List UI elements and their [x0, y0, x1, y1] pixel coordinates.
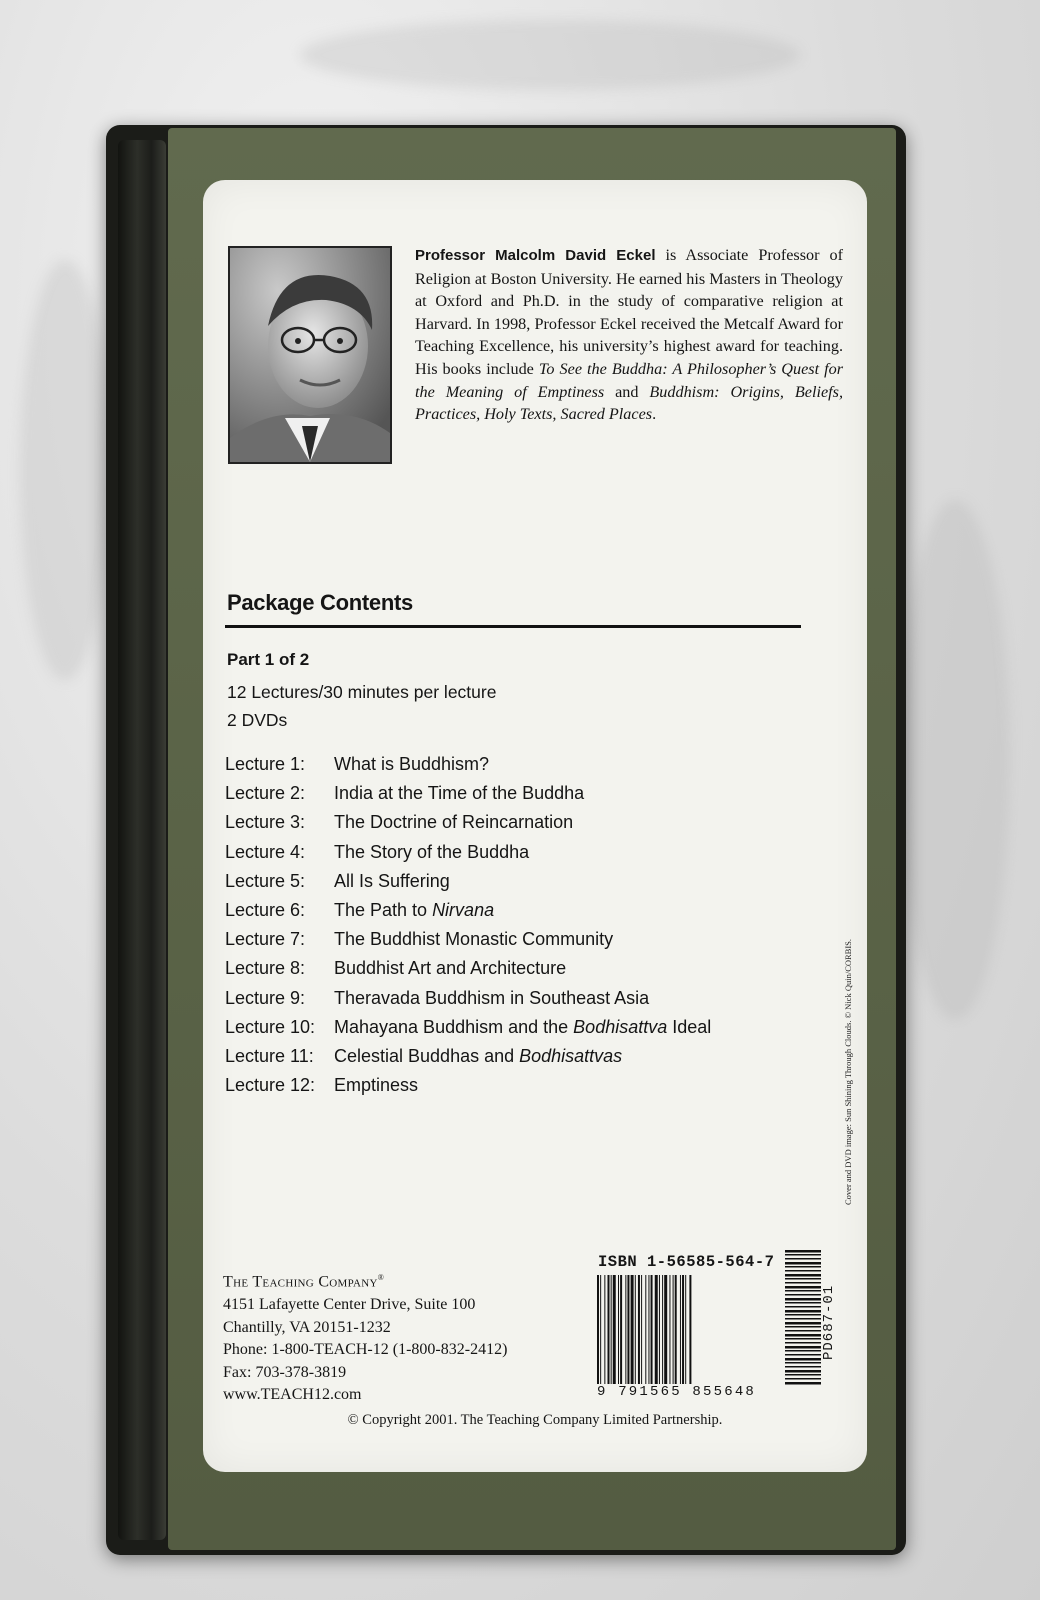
- list-item: [225, 929, 825, 958]
- lecture-number: Lecture 2:: [225, 783, 306, 804]
- back-cover-card: [203, 180, 867, 1472]
- barcode-bar: [689, 1275, 691, 1387]
- barcode-bar: [785, 1378, 821, 1380]
- barcode-bar: [785, 1318, 821, 1320]
- list-item: [225, 783, 825, 812]
- cloth-fold: [900, 500, 1010, 1020]
- lecture-number: Lecture 9:: [225, 987, 306, 1008]
- barcode-bar: [785, 1322, 821, 1325]
- barcode-bar: [785, 1366, 821, 1368]
- barcode-bar: [662, 1275, 663, 1387]
- barcode-bar: [669, 1275, 670, 1387]
- list-item: [225, 1075, 825, 1104]
- lecture-title: Mahayana Buddhism and the: [334, 1016, 574, 1037]
- barcode-bar: [664, 1275, 667, 1387]
- barcode-bar: [785, 1290, 821, 1292]
- barcode-bar: [785, 1306, 821, 1308]
- lecture-title: What is Buddhism?: [334, 754, 490, 774]
- barcode-bar: [785, 1310, 821, 1313]
- barcode-bar: [785, 1250, 821, 1253]
- professor-photo: [228, 246, 392, 464]
- list-item: [225, 1017, 825, 1046]
- lecture-number: Lecture 5:: [225, 870, 306, 891]
- barcode-bar: [655, 1275, 658, 1387]
- heading-divider: [225, 625, 801, 628]
- lecture-number: Lecture 3:: [225, 812, 306, 833]
- lecture-number: Lecture 11:: [225, 1045, 314, 1066]
- barcode-bar: [641, 1275, 642, 1387]
- lecture-number: Lecture 12:: [225, 1075, 316, 1096]
- lecture-number: Lecture 8:: [225, 958, 306, 979]
- list-item: [225, 900, 825, 929]
- barcode-bar: [611, 1275, 612, 1387]
- lecture-number: Lecture 7:: [225, 929, 306, 950]
- registered-mark: ®: [377, 1273, 384, 1282]
- lecture-title: India at the Time of the Buddha: [334, 783, 585, 804]
- barcode-bar: [659, 1275, 660, 1387]
- lecture-list: [225, 754, 825, 1104]
- list-item: [225, 958, 825, 987]
- package-contents-heading: Package Contents: [227, 590, 413, 615]
- lecture-title-suffix: Ideal: [667, 1016, 712, 1037]
- image-credit: Cover and DVD image: Sun Shining Through Clouds. © Nick Quin/CORBIS.: [843, 938, 853, 1205]
- barcode-bar: [785, 1374, 821, 1376]
- barcode-bar: [785, 1274, 821, 1277]
- barcode-bar: [785, 1314, 821, 1316]
- barcode-bar: [785, 1298, 821, 1301]
- barcode-bar: [785, 1258, 821, 1260]
- barcode-bar: [620, 1275, 622, 1387]
- dvd-count: 2 DVDs: [227, 710, 288, 730]
- barcode-digits: 9 791565 855648: [597, 1384, 757, 1400]
- lecture-title-italic: Bodhisattvas: [519, 1045, 623, 1066]
- list-item: [225, 988, 825, 1017]
- isbn-label: ISBN 1-56585-564-7: [598, 1253, 775, 1271]
- barcode-bar: [785, 1334, 821, 1337]
- barcode-bar: [613, 1275, 616, 1387]
- barcode-bar: [608, 1275, 610, 1387]
- barcode-bar: [600, 1275, 601, 1387]
- barcode-bar: [785, 1358, 821, 1361]
- barcode-bar: [785, 1354, 821, 1356]
- barcode-bar: [785, 1382, 821, 1385]
- barcode-bar: [685, 1275, 686, 1387]
- barcode-bar: [785, 1342, 821, 1344]
- bio-text: and: [604, 382, 650, 401]
- part-label: Part 1 of 2: [227, 650, 310, 669]
- barcode-bar: [618, 1275, 619, 1387]
- cloth-fold: [20, 260, 110, 680]
- lecture-number: Lecture 1:: [225, 754, 306, 774]
- list-item: [225, 842, 825, 871]
- barcode-bar: [638, 1275, 640, 1387]
- barcode-bar: [785, 1254, 821, 1256]
- isbn-barcode: [595, 1275, 767, 1387]
- barcode-bar: [785, 1302, 821, 1304]
- bio-text: is Associate Professor of Religion at Boston University. He earned his Masters in Theology at Oxford and Ph.D. in the study of comparative religion at Harvard. In 1998, Professor Eckel received the Metcalf Award for Teaching Excellence, his university’s highest award for teaching. His books include: [415, 246, 843, 378]
- barcode-bar: [785, 1286, 821, 1289]
- barcode-bar: [785, 1266, 821, 1268]
- phone-line: Phone: 1-800-TEACH-12 (1-800-832-2412): [223, 1341, 508, 1359]
- barcode-bar: [651, 1275, 653, 1387]
- lecture-title: Emptiness: [334, 1075, 419, 1096]
- lecture-title: Celestial Buddhas and: [334, 1045, 520, 1066]
- lecture-number: Lecture 10:: [225, 1016, 316, 1037]
- barcode-bar: [604, 1275, 605, 1387]
- lecture-number: Lecture 6:: [225, 899, 306, 920]
- address-line: Chantilly, VA 20151-1232: [223, 1318, 391, 1336]
- professor-name: Professor Malcolm David Eckel: [415, 247, 656, 264]
- lecture-title: Buddhist Art and Architecture: [334, 958, 567, 979]
- product-barcode: [785, 1250, 823, 1390]
- barcode-bar: [785, 1262, 821, 1265]
- lecture-info: 12 Lectures/30 minutes per lecture: [227, 682, 497, 702]
- fax-line: Fax: 703-378-3819: [223, 1363, 347, 1381]
- lecture-number: Lecture 4:: [225, 841, 306, 862]
- lecture-title: The Doctrine of Reincarnation: [334, 812, 574, 833]
- barcode-bar: [645, 1275, 646, 1387]
- barcode-bar: [785, 1338, 821, 1340]
- barcode-bar: [675, 1275, 677, 1387]
- lecture-title-italic: Bodhisattva: [573, 1016, 668, 1037]
- product-code: PD687-01: [821, 1284, 837, 1360]
- barcode-bar: [785, 1350, 821, 1352]
- list-item: [225, 812, 825, 841]
- lecture-title: Theravada Buddhism in Southeast Asia: [334, 987, 650, 1008]
- barcode-bar: [648, 1275, 649, 1387]
- barcode-bar: [785, 1362, 821, 1364]
- barcode-bar: [785, 1326, 821, 1328]
- address-line: 4151 Lafayette Center Drive, Suite 100: [223, 1295, 476, 1313]
- cloth-fold: [300, 20, 800, 90]
- barcode-bar: [785, 1370, 821, 1373]
- barcode-bar: [627, 1275, 629, 1387]
- barcode-bar: [680, 1275, 681, 1387]
- lecture-title: All Is Suffering: [334, 870, 450, 891]
- list-item: [225, 1046, 825, 1075]
- lecture-title: The Path to: [334, 899, 433, 920]
- bio-text: .: [652, 405, 657, 424]
- website-line: www.TEACH12.com: [223, 1386, 362, 1404]
- barcode-bar: [597, 1275, 599, 1387]
- barcode-bar: [785, 1330, 821, 1332]
- list-item: [225, 754, 825, 783]
- book-title: Buddhism: Origins, Beliefs, Practices, Holy Texts, Sacred Places: [415, 382, 843, 424]
- lecture-title: The Story of the Buddha: [334, 841, 530, 862]
- barcode-bar: [625, 1275, 626, 1387]
- barcode-bar: [785, 1270, 821, 1272]
- lecture-title-italic: Nirvana: [432, 899, 495, 920]
- copyright-notice: © Copyright 2001. The Teaching Company Limited Partnership.: [347, 1412, 723, 1428]
- lecture-title: The Buddhist Monastic Community: [334, 929, 614, 950]
- barcode-bar: [682, 1275, 684, 1387]
- dvd-case-spine: [118, 140, 166, 1540]
- barcode-bar: [785, 1346, 821, 1349]
- barcode-bar: [635, 1275, 636, 1387]
- book-title: To See the Buddha: A Philosopher’s Quest for the Meaning of Emptiness: [415, 359, 843, 401]
- professor-bio: [415, 244, 843, 426]
- company-name: The Teaching Company: [223, 1273, 378, 1291]
- barcode-bar: [631, 1275, 634, 1387]
- barcode-bar: [673, 1275, 674, 1387]
- publisher-address: [223, 1267, 507, 1407]
- list-item: [225, 871, 825, 900]
- barcode-bar: [785, 1278, 821, 1280]
- barcode-bar: [785, 1282, 821, 1284]
- barcode-bar: [785, 1294, 821, 1296]
